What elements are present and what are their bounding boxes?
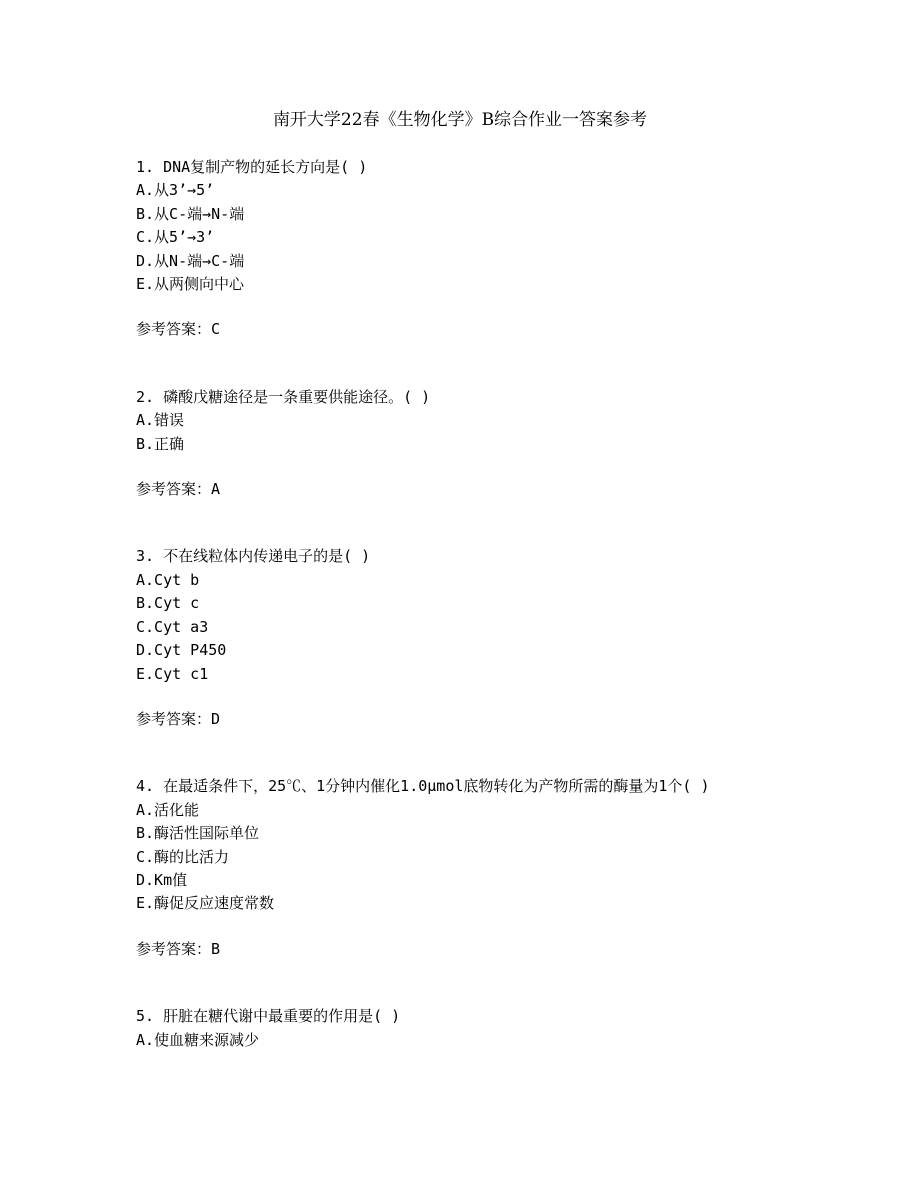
option: B.Cyt c <box>136 594 200 613</box>
option: E.从两侧向中心 <box>136 275 245 294</box>
document-title: 南开大学22春《生物化学》B综合作业一答案参考 <box>272 110 648 130</box>
question-3 <box>136 545 796 731</box>
option: C.从5’→3’ <box>136 228 215 247</box>
option: C.酶的比活力 <box>136 847 230 866</box>
question-stem: 5. 肝脏在糖代谢中最重要的作用是( ) <box>136 1007 401 1026</box>
option: E.酶促反应速度常数 <box>136 894 275 913</box>
question-stem: 1. DNA复制产物的延长方向是( ) <box>136 158 368 176</box>
option: B.酶活性国际单位 <box>136 824 260 843</box>
question-stem: 2. 磷酸戊糖途径是一条重要供能途径。( ) <box>136 387 431 406</box>
question-4 <box>136 775 796 961</box>
question-list <box>136 156 796 1096</box>
option: A.使血糖来源减少 <box>136 1030 260 1049</box>
option: E.Cyt c1 <box>136 664 209 683</box>
answer: 参考答案：C <box>136 320 221 339</box>
option: B.从C-端→N-端 <box>136 204 245 223</box>
option: C.Cyt a3 <box>136 617 209 636</box>
option: D.Km值 <box>136 870 188 889</box>
question-1 <box>136 156 796 342</box>
option: A.Cyt b <box>136 570 200 589</box>
option: D.Cyt P450 <box>136 641 227 660</box>
question-5 <box>136 1005 796 1052</box>
answer: 参考答案：D <box>136 709 221 728</box>
option: A.从3’→5’ <box>136 181 215 200</box>
answer: 参考答案：A <box>136 480 221 499</box>
option: A.活化能 <box>136 800 200 819</box>
answer: 参考答案：B <box>136 939 221 958</box>
option: B.正确 <box>136 434 185 453</box>
option: D.从N-端→C-端 <box>136 251 245 270</box>
option: A.错误 <box>136 411 185 430</box>
question-stem: 4. 在最适条件下，25℃、1分钟内催化1.0μmol底物转化为产物所需的酶量为1个( ) <box>136 777 710 796</box>
question-stem: 3. 不在线粒体内传递电子的是( ) <box>136 547 371 566</box>
question-2 <box>136 386 796 502</box>
